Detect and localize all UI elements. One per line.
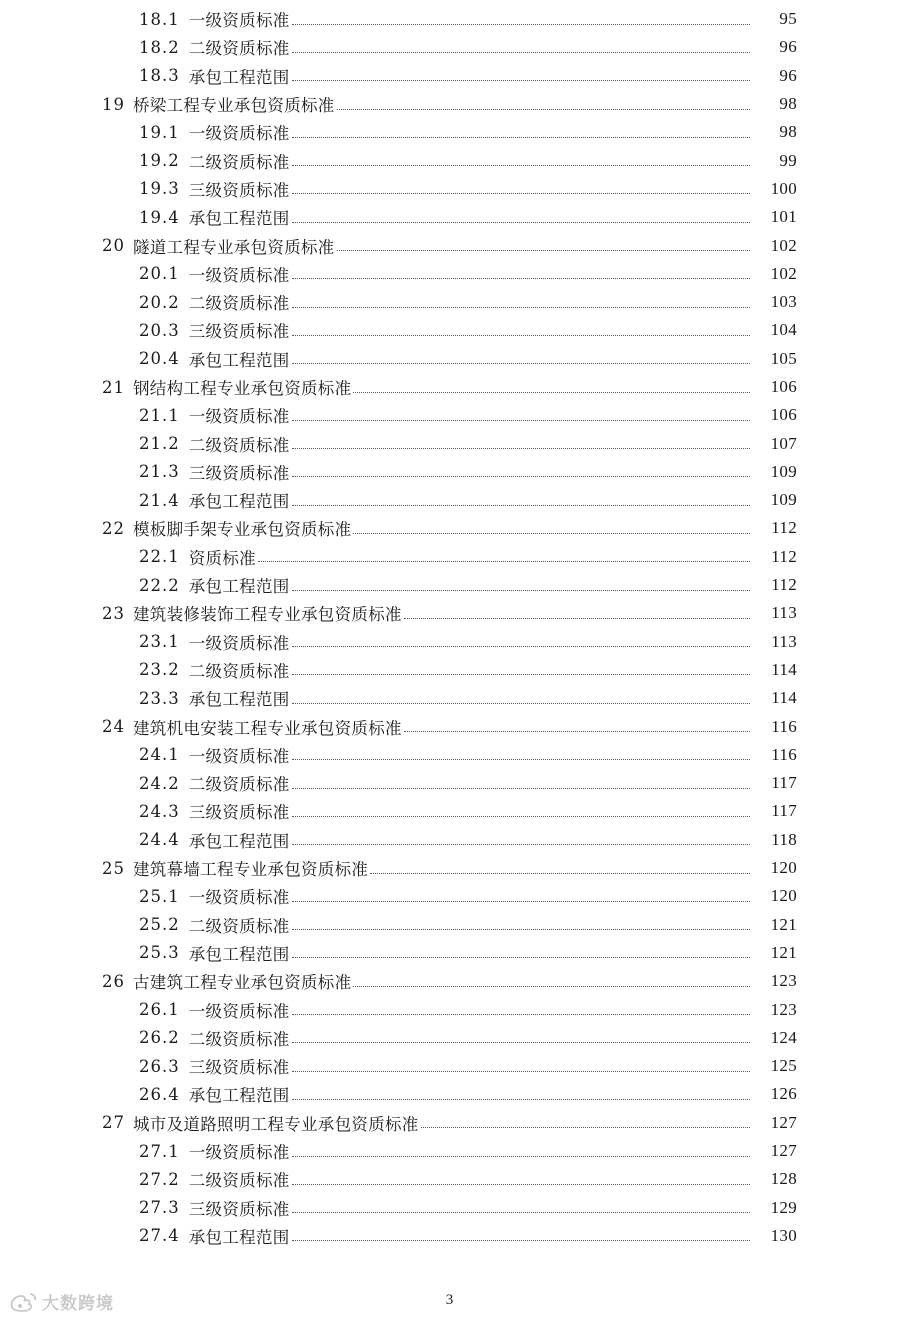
toc-section-entry[interactable]: [0, 656, 899, 684]
toc-entry-number: 20.4: [139, 349, 180, 369]
dot-leader: [404, 731, 750, 732]
toc-entry-page: 121: [770, 942, 797, 962]
dot-leader: [292, 1156, 750, 1157]
toc-entry-page: 106: [770, 377, 797, 396]
toc-entry-number: 27.3: [139, 1198, 180, 1218]
toc-entry-page: 127: [770, 1141, 797, 1161]
toc-entry-title: 承包工程范围: [188, 577, 290, 597]
toc-entry-title: 二级资质标准: [188, 435, 290, 455]
toc-entry-number: 18.3: [139, 66, 180, 86]
toc-entry-number: 27.4: [139, 1226, 180, 1246]
toc-entry-title: 承包工程范围: [188, 690, 290, 710]
toc-section-entry[interactable]: [0, 1024, 899, 1052]
toc-chapter-entry[interactable]: [0, 1109, 899, 1137]
toc-entry-number: 26.2: [139, 1028, 180, 1048]
toc-entry-page: 101: [770, 207, 797, 227]
toc-entry-page: 124: [770, 1027, 797, 1047]
toc-entry-number: 25.2: [139, 915, 180, 935]
dot-leader: [292, 1184, 750, 1185]
toc-entry-title: 三级资质标准: [188, 180, 290, 200]
toc-entry-number: 18.1: [139, 9, 180, 29]
toc-entry-title: 钢结构工程专业承包资质标准: [133, 379, 352, 398]
toc-section-entry[interactable]: [0, 1137, 899, 1165]
dot-leader: [292, 335, 750, 336]
toc-section-entry[interactable]: [0, 345, 899, 373]
toc-section-entry[interactable]: [0, 1222, 899, 1250]
toc-section-entry[interactable]: [0, 543, 899, 571]
dot-leader: [292, 1042, 750, 1043]
toc-entry-title: 城市及道路照明工程专业承包资质标准: [133, 1114, 419, 1134]
dot-leader: [258, 561, 750, 562]
toc-entry-title: 一级资质标准: [188, 124, 290, 144]
dot-leader: [292, 674, 750, 675]
toc-entry-number: 21: [102, 377, 125, 397]
toc-section-entry[interactable]: [0, 1165, 899, 1193]
toc-entry-page: 114: [771, 659, 797, 679]
dot-leader: [292, 901, 750, 902]
toc-entry-page: 120: [770, 858, 797, 878]
toc-entry-number: 19.3: [139, 179, 180, 199]
toc-entry-number: 24.4: [139, 830, 180, 850]
toc-entry-title: 一级资质标准: [188, 888, 290, 908]
toc-entry-number: 26.3: [139, 1056, 180, 1076]
toc-section-entry[interactable]: [0, 316, 899, 344]
dot-leader: [292, 165, 750, 166]
dot-leader: [292, 476, 750, 477]
dot-leader: [292, 816, 750, 817]
dot-leader: [292, 278, 750, 279]
toc-entry-number: 22: [102, 518, 125, 538]
toc-entry-number: 27: [102, 1113, 125, 1133]
toc-section-entry[interactable]: [0, 62, 899, 90]
toc-entry-number: 27.2: [139, 1169, 180, 1189]
dot-leader: [353, 533, 750, 534]
toc-entry-number: 23.3: [139, 688, 180, 708]
toc-entry-title: 资质标准: [188, 548, 256, 568]
toc-entry-title: 二级资质标准: [188, 152, 290, 172]
toc-entry-title: 三级资质标准: [188, 322, 290, 342]
toc-entry-page: 102: [770, 263, 797, 283]
dot-leader: [292, 1099, 750, 1100]
toc-entry-title: 二级资质标准: [188, 661, 290, 681]
toc-entry-title: 承包工程范围: [188, 1086, 290, 1106]
toc-entry-page: 103: [770, 292, 797, 312]
dot-leader: [292, 844, 750, 845]
toc-entry-page: 127: [770, 1112, 797, 1132]
toc-entry-title: 一级资质标准: [188, 1001, 290, 1021]
toc-section-entry[interactable]: [0, 741, 899, 769]
toc-entry-number: 20.1: [139, 264, 180, 284]
toc-section-entry[interactable]: [0, 203, 899, 231]
toc-entry-number: 21.1: [139, 405, 180, 425]
toc-section-entry[interactable]: [0, 826, 899, 854]
toc-entry-page: 117: [771, 801, 797, 821]
toc-section-entry[interactable]: [0, 458, 899, 486]
toc-entry-title: 一级资质标准: [188, 407, 290, 427]
toc-entry-page: 116: [771, 716, 797, 736]
toc-chapter-entry[interactable]: [0, 712, 899, 740]
dot-leader: [292, 788, 750, 789]
dot-leader: [292, 363, 750, 364]
toc-section-entry[interactable]: [0, 939, 899, 967]
toc-entry-number: 26: [102, 971, 125, 991]
toc-entry-number: 24: [102, 717, 125, 737]
toc-section-entry[interactable]: [0, 571, 899, 599]
toc-section-entry[interactable]: [0, 486, 899, 514]
toc-section-entry[interactable]: [0, 684, 899, 712]
toc-entry-number: 25: [102, 858, 125, 878]
toc-entry-number: 21.2: [139, 434, 180, 454]
dot-leader: [292, 137, 750, 138]
toc-section-entry[interactable]: [0, 5, 899, 33]
toc-entry-number: 23.2: [139, 660, 180, 680]
toc-entry-number: 19: [102, 94, 125, 114]
dot-leader: [292, 703, 750, 704]
toc-entry-page: 96: [779, 37, 797, 57]
toc-entry-page: 117: [771, 773, 797, 793]
toc-section-entry[interactable]: [0, 33, 899, 61]
dot-leader: [292, 420, 750, 421]
dot-leader: [404, 618, 750, 619]
toc-entry-number: 23: [102, 603, 125, 623]
toc-entry-title: 一级资质标准: [188, 1143, 290, 1163]
toc-entry-title: 承包工程范围: [188, 831, 290, 851]
dot-leader: [353, 392, 750, 393]
toc-entry-page: 128: [770, 1169, 797, 1189]
toc-entry-title: 一级资质标准: [188, 265, 290, 285]
toc-entry-title: 一级资质标准: [188, 11, 290, 31]
toc-entry-title: 二级资质标准: [188, 39, 290, 59]
toc-entry-page: 109: [770, 490, 797, 510]
toc-entry-number: 24.1: [139, 745, 180, 765]
toc-entry-page: 113: [771, 603, 797, 623]
toc-entry-page: 114: [771, 688, 797, 708]
toc-entry-page: 116: [771, 744, 797, 764]
dot-leader: [292, 1014, 750, 1015]
toc-entry-number: 23.1: [139, 632, 180, 652]
toc-section-entry[interactable]: [0, 401, 899, 429]
page-number: 3: [445, 1292, 454, 1308]
toc-entry-page: 125: [770, 1056, 797, 1076]
toc-entry-title: 承包工程范围: [188, 67, 290, 87]
toc-entry-number: 21.3: [139, 462, 180, 482]
toc-entry-page: 126: [770, 1084, 797, 1104]
toc-entry-title: 一级资质标准: [188, 633, 290, 653]
dot-leader: [292, 505, 750, 506]
toc-section-entry[interactable]: [0, 429, 899, 457]
toc-chapter-entry[interactable]: [0, 967, 899, 995]
toc-section-entry[interactable]: [0, 628, 899, 656]
toc-entry-page: 123: [770, 999, 797, 1019]
toc-entry-page: 120: [770, 886, 797, 906]
toc-entry-page: 107: [770, 433, 797, 453]
toc-section-entry[interactable]: [0, 260, 899, 288]
toc-entry-page: 98: [779, 122, 797, 142]
toc-entry-title: 模板脚手架专业承包资质标准: [133, 520, 352, 540]
toc-entry-number: 20.3: [139, 320, 180, 340]
toc-entry-number: 21.4: [139, 490, 180, 510]
dot-leader: [292, 1240, 750, 1241]
dot-leader: [421, 1127, 750, 1128]
toc-entry-title: 建筑装修装饰工程专业承包资质标准: [133, 605, 402, 625]
toc-entry-page: 98: [779, 94, 797, 114]
toc-section-entry[interactable]: [0, 118, 899, 146]
toc-section-entry[interactable]: [0, 146, 899, 174]
toc-entry-page: 96: [779, 65, 797, 85]
toc-chapter-entry[interactable]: [0, 854, 899, 882]
dot-leader: [292, 590, 750, 591]
toc-entry-title: 隧道工程专业承包资质标准: [133, 237, 335, 257]
dot-leader: [292, 80, 750, 81]
toc-entry-title: 三级资质标准: [188, 1199, 290, 1219]
toc-entry-number: 27.1: [139, 1141, 180, 1161]
toc-section-entry[interactable]: [0, 769, 899, 797]
toc-entry-number: 19.2: [139, 151, 180, 171]
toc-entry-title: 三级资质标准: [188, 463, 290, 483]
toc-entry-page: 99: [779, 150, 797, 170]
toc-entry-page: 129: [770, 1197, 797, 1217]
toc-entry-page: 102: [770, 235, 797, 255]
dot-leader: [292, 307, 750, 308]
toc-entry-page: 118: [771, 829, 797, 849]
toc-entry-number: 26.1: [139, 1000, 180, 1020]
toc-section-entry[interactable]: [0, 1193, 899, 1221]
watermark-text: 大数跨境: [42, 1294, 114, 1314]
toc-section-entry[interactable]: [0, 1052, 899, 1080]
dot-leader: [292, 929, 750, 930]
toc-entry-page: 95: [779, 9, 797, 29]
toc-entry-page: 112: [771, 546, 797, 566]
toc-entry-number: 20.2: [139, 292, 180, 312]
toc-entry-title: 承包工程范围: [188, 492, 290, 512]
toc-entry-title: 承包工程范围: [188, 1227, 290, 1247]
toc-entry-page: 106: [770, 405, 797, 425]
dot-leader: [292, 1071, 750, 1072]
toc-entry-page: 123: [770, 971, 797, 991]
dot-leader: [292, 193, 750, 194]
toc-entry-number: 25.1: [139, 886, 180, 906]
dot-leader: [292, 1212, 750, 1213]
toc-section-entry[interactable]: [0, 995, 899, 1023]
toc-entry-number: 22.1: [139, 547, 180, 567]
toc-entry-page: 109: [770, 461, 797, 481]
toc-section-entry[interactable]: [0, 911, 899, 939]
toc-entry-page: 100: [770, 178, 797, 198]
dot-leader: [370, 873, 750, 874]
toc-entry-number: 19.4: [139, 207, 180, 227]
toc-entry-title: 三级资质标准: [188, 1058, 290, 1078]
toc-entry-number: 20: [102, 236, 125, 256]
dot-leader: [292, 646, 750, 647]
toc-section-entry[interactable]: [0, 797, 899, 825]
toc-entry-page: 121: [770, 914, 797, 934]
toc-entry-number: 18.2: [139, 37, 180, 57]
toc-entry-title: 承包工程范围: [188, 944, 290, 964]
toc-entry-title: 建筑机电安装工程专业承包资质标准: [133, 718, 402, 738]
table-of-contents: [0, 5, 899, 1250]
toc-chapter-entry[interactable]: [0, 90, 899, 118]
toc-section-entry[interactable]: [0, 175, 899, 203]
toc-entry-number: 24.3: [139, 801, 180, 821]
toc-section-entry[interactable]: [0, 1080, 899, 1108]
toc-entry-title: 二级资质标准: [188, 1029, 290, 1049]
toc-entry-title: 承包工程范围: [188, 350, 290, 370]
toc-entry-title: 二级资质标准: [188, 1171, 290, 1191]
dot-leader: [353, 986, 750, 987]
toc-entry-title: 桥梁工程专业承包资质标准: [133, 96, 335, 116]
dot-leader: [292, 24, 750, 25]
toc-entry-number: 19.1: [139, 122, 180, 142]
toc-entry-title: 一级资质标准: [188, 746, 290, 766]
toc-chapter-entry[interactable]: [0, 599, 899, 627]
toc-entry-title: 二级资质标准: [188, 916, 290, 936]
toc-entry-number: 24.2: [139, 773, 180, 793]
dot-leader: [292, 222, 750, 223]
toc-entry-title: 古建筑工程专业承包资质标准: [133, 973, 352, 993]
dot-leader: [292, 52, 750, 53]
toc-entry-page: 105: [770, 348, 797, 368]
toc-entry-title: 三级资质标准: [188, 803, 290, 823]
toc-entry-page: 130: [770, 1225, 797, 1245]
toc-chapter-entry[interactable]: [0, 514, 899, 542]
toc-chapter-entry[interactable]: [0, 231, 899, 259]
toc-section-entry[interactable]: [0, 882, 899, 910]
toc-entry-page: 112: [771, 575, 797, 595]
toc-chapter-entry[interactable]: [0, 373, 899, 401]
toc-section-entry[interactable]: [0, 288, 899, 316]
dot-leader: [337, 109, 750, 110]
toc-entry-page: 104: [770, 320, 797, 340]
dot-leader: [292, 448, 750, 449]
toc-entry-title: 二级资质标准: [188, 775, 290, 795]
toc-entry-title: 承包工程范围: [188, 209, 290, 229]
dot-leader: [337, 250, 750, 251]
toc-entry-page: 112: [771, 518, 797, 538]
toc-entry-title: 建筑幕墙工程专业承包资质标准: [133, 860, 369, 880]
toc-entry-number: 22.2: [139, 575, 180, 595]
toc-entry-number: 25.3: [139, 943, 180, 963]
dot-leader: [292, 957, 750, 958]
toc-entry-title: 二级资质标准: [188, 294, 290, 314]
toc-entry-number: 26.4: [139, 1084, 180, 1104]
toc-entry-page: 113: [771, 631, 797, 651]
dot-leader: [292, 759, 750, 760]
